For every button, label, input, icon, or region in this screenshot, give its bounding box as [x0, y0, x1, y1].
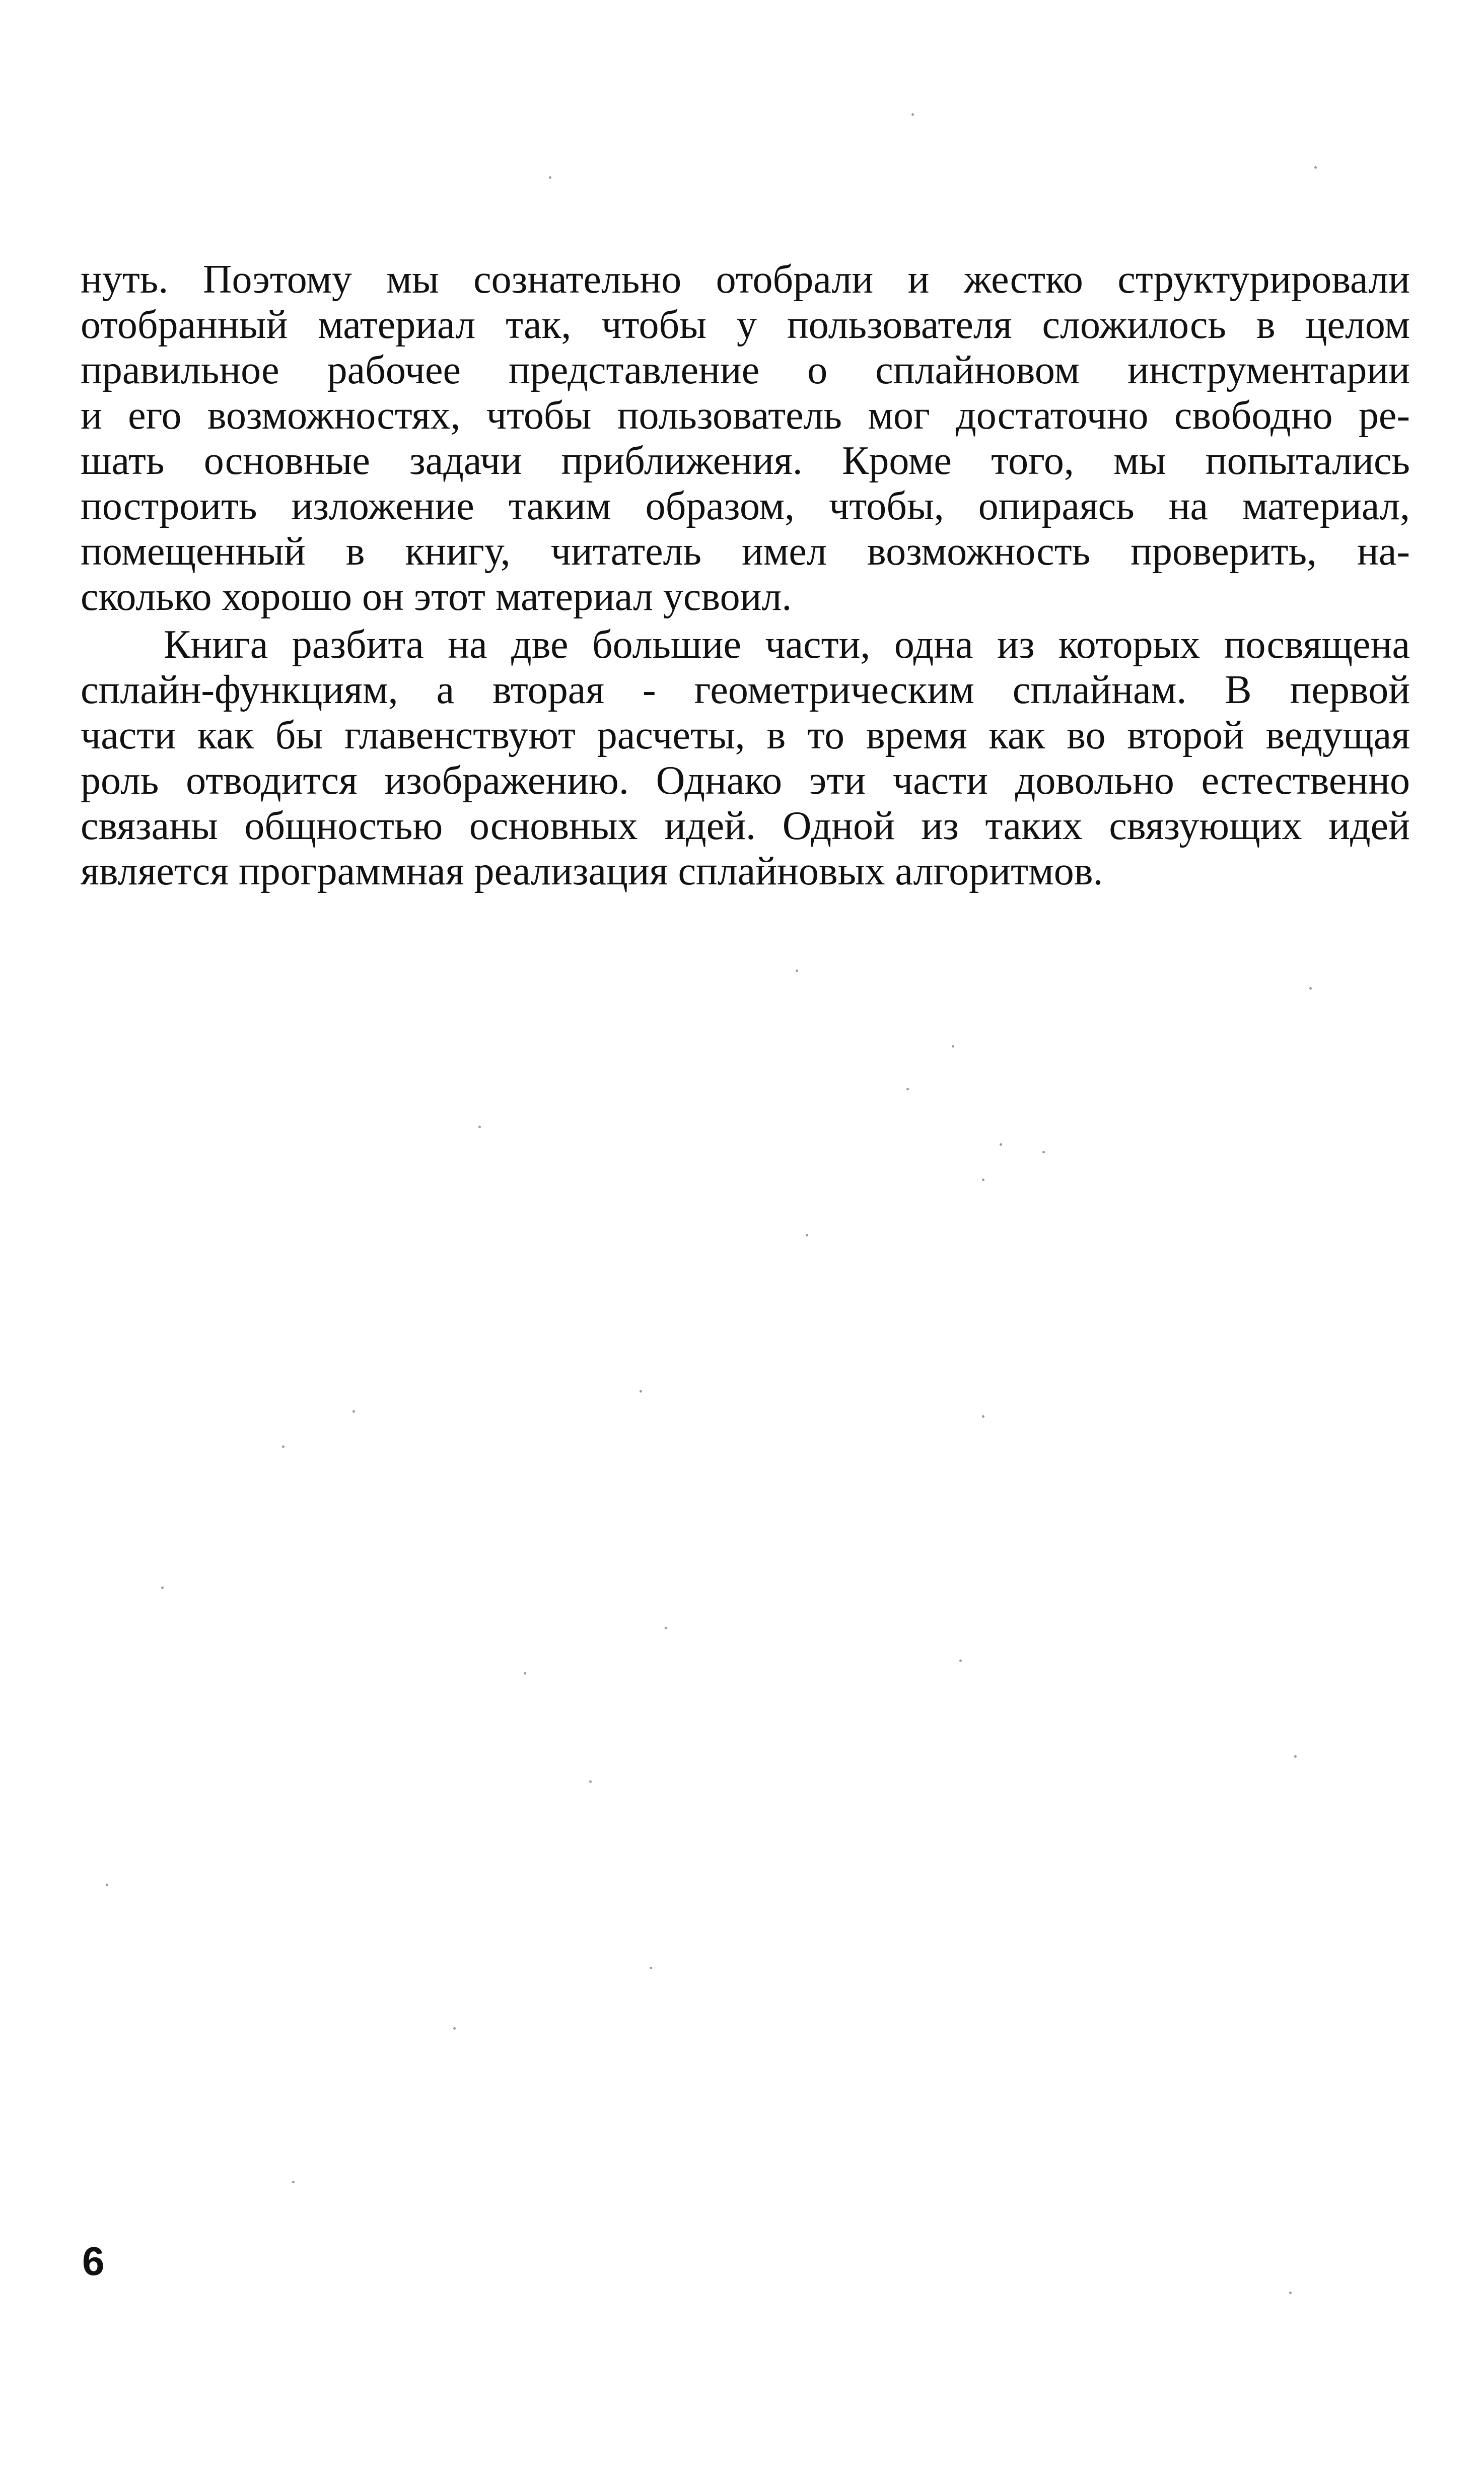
- text-line: построить изложение таким образом, чтобы, опираясь на материал,: [81, 484, 1410, 528]
- text-line: роль отводится изображению. Однако эти части довольно естественно: [81, 758, 1410, 803]
- scan-speck: [982, 1179, 984, 1181]
- text-line: сплайн-функциям, а вторая - геометрическим сплайнам. В первой: [81, 668, 1410, 712]
- page-number: 6: [82, 2239, 105, 2284]
- scan-speck: [665, 1627, 667, 1629]
- scan-speck: [549, 176, 551, 179]
- scan-speck: [650, 1967, 652, 1969]
- scan-speck: [952, 1045, 954, 1048]
- scan-speck: [1294, 1755, 1297, 1758]
- scan-speck: [959, 1659, 962, 1662]
- scan-speck: [982, 1415, 984, 1418]
- text-line: шать основные задачи приближения. Кроме того, мы попытались: [81, 439, 1410, 483]
- text-line: Книга разбита на две большие части, одна из которых посвящена: [164, 622, 1410, 667]
- scan-speck: [1309, 987, 1312, 990]
- scan-speck: [161, 1586, 164, 1589]
- scan-speck: [1314, 166, 1317, 169]
- text-line: отобранный материал так, чтобы у пользователя сложилось в целом: [81, 303, 1410, 347]
- scan-speck: [796, 970, 798, 972]
- scan-speck: [524, 1672, 526, 1675]
- scan-speck: [911, 113, 914, 116]
- scan-speck: [1042, 1151, 1045, 1153]
- text-line: части как бы главенствуют расчеты, в то время как во второй ведущая: [81, 713, 1410, 757]
- scan-speck: [589, 1780, 592, 1783]
- paragraph-1: [81, 257, 1410, 619]
- text-line: нуть. Поэтому мы сознательно отобрали и жестко структурировали: [81, 257, 1410, 302]
- scan-speck: [806, 1234, 808, 1236]
- scan-speck: [1289, 2292, 1292, 2294]
- scan-speck: [478, 1126, 481, 1128]
- scan-speck: [1000, 1143, 1002, 1146]
- scan-speck: [453, 2027, 456, 2030]
- text-line: помещенный в книгу, читатель имел возможность проверить, на-: [81, 529, 1410, 574]
- scan-speck: [292, 2181, 295, 2183]
- text-line: связаны общностью основных идей. Одной из таких связующих идей: [81, 804, 1410, 848]
- scan-speck: [640, 1390, 642, 1393]
- scan-speck: [106, 1884, 108, 1886]
- paragraph-2: [81, 622, 1410, 894]
- scan-speck: [906, 1088, 909, 1090]
- text-line: правильное рабочее представление о сплайновом инструментарии: [81, 348, 1410, 392]
- text-line: является программная реализация сплайновых алгоритмов.: [81, 849, 1103, 893]
- text-line: сколько хорошо он этот материал усвоил.: [81, 575, 792, 619]
- scan-speck: [282, 1445, 285, 1448]
- text-line: и его возможностях, чтобы пользователь мог достаточно свободно ре-: [81, 393, 1410, 438]
- scan-speck: [352, 1410, 355, 1413]
